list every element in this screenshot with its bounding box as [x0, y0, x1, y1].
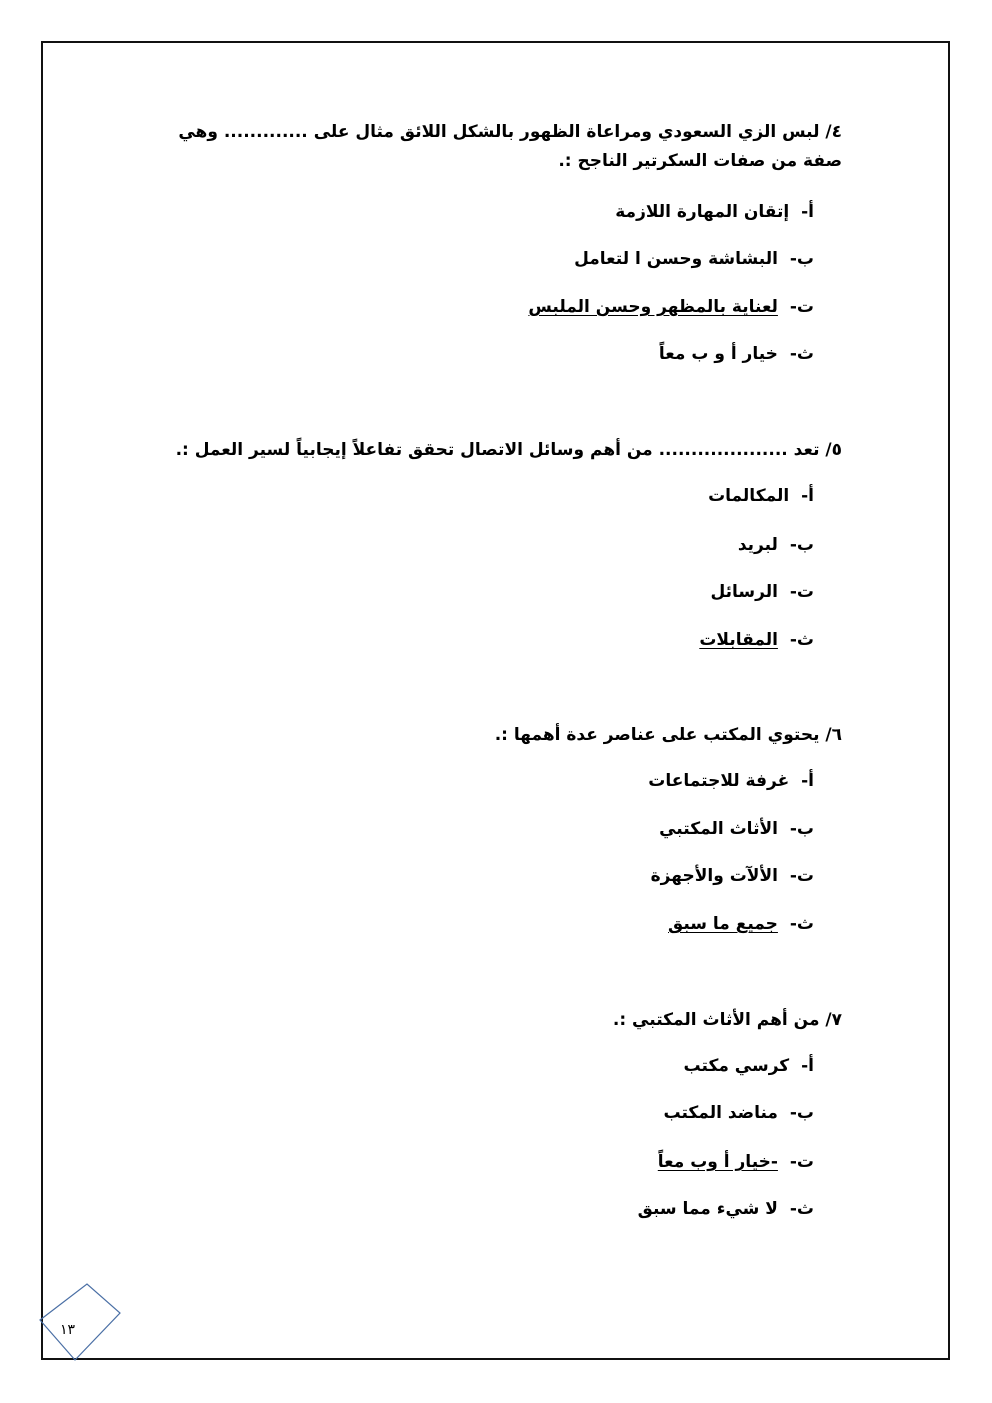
question-4-option-d[interactable] [659, 342, 814, 366]
page-number: ١٣ [60, 1322, 76, 1338]
question-7-option-d[interactable] [638, 1197, 814, 1221]
option-text: خيار أ و ب معاً [658, 344, 778, 364]
option-letter: ث- [789, 344, 814, 364]
question-4-option-b[interactable] [574, 247, 814, 271]
option-letter: ب- [789, 535, 814, 555]
question-4: ٤/ لبس الزي السعودي ومراعاة الظهور بالشكل اللائق مثال على ............. وهي صفة من صفات السكرتير الناجح :. [178, 122, 842, 171]
option-text: غرفة للاجتماعات [648, 771, 790, 791]
question-6: ٦/ يحتوي المكتب على عناصر عدة أهمها :. [494, 725, 842, 745]
question-5-option-b[interactable] [738, 533, 814, 557]
question-6-option-d[interactable] [668, 912, 814, 936]
option-letter: ث- [789, 630, 814, 650]
option-letter: ت- [789, 297, 814, 317]
question-5-option-a[interactable] [708, 484, 814, 508]
option-letter: ب- [789, 1103, 814, 1123]
option-letter: أ- [801, 202, 814, 222]
question-4-option-a[interactable] [615, 200, 814, 224]
option-letter: ت- [789, 582, 814, 602]
question-6-option-c[interactable] [651, 864, 814, 888]
option-letter: أ- [801, 1056, 814, 1076]
question-5: ٥/ تعد .................... من أهم وسائل الاتصال تحقق تفاعلاً إيجابياً لسير العمل :. [175, 440, 842, 460]
question-7-option-b[interactable] [663, 1101, 814, 1125]
question-7-option-c[interactable] [658, 1150, 814, 1174]
option-letter: ب- [789, 819, 814, 839]
question-5-option-d[interactable] [699, 628, 814, 652]
option-text: المكالمات [708, 486, 790, 506]
question-7: ٧/ من أهم الأثاث المكتبي :. [612, 1010, 842, 1030]
option-text: كرسي مكتب [683, 1056, 790, 1076]
option-text-answer: المقابلات [699, 630, 778, 650]
option-text: لا شيء مما سبق [637, 1199, 778, 1219]
option-text: الرسائل [710, 582, 778, 602]
question-6-option-b[interactable] [659, 817, 814, 841]
option-text-answer: جميع ما سبق [668, 914, 778, 934]
option-letter: أ- [801, 486, 814, 506]
option-text: البشاشة وحسن ا لتعامل [574, 249, 778, 269]
option-text-answer: لعناية بالمظهر وحسن الملبس [528, 297, 778, 317]
option-letter: ت- [789, 1152, 814, 1172]
question-7-option-a[interactable] [684, 1054, 814, 1078]
question-6-option-a[interactable] [648, 769, 814, 793]
option-text: لبريد [737, 535, 778, 555]
option-text: مناضد المكتب [663, 1103, 778, 1123]
option-text: الألآت والأجهزة [650, 866, 778, 886]
option-letter: أ- [801, 771, 814, 791]
page-number-diamond-icon [38, 1280, 122, 1364]
option-text-answer: -خيار أ وب معاً [657, 1152, 778, 1172]
question-5-option-c[interactable] [710, 580, 814, 604]
option-letter: ت- [789, 866, 814, 886]
option-letter: ث- [789, 914, 814, 934]
option-letter: ب- [789, 249, 814, 269]
option-letter: ث- [789, 1199, 814, 1219]
option-text: إتقان المهارة اللازمة [615, 202, 790, 222]
question-4-option-c[interactable] [528, 295, 814, 319]
option-text: الأثاث المكتبي [659, 819, 778, 839]
